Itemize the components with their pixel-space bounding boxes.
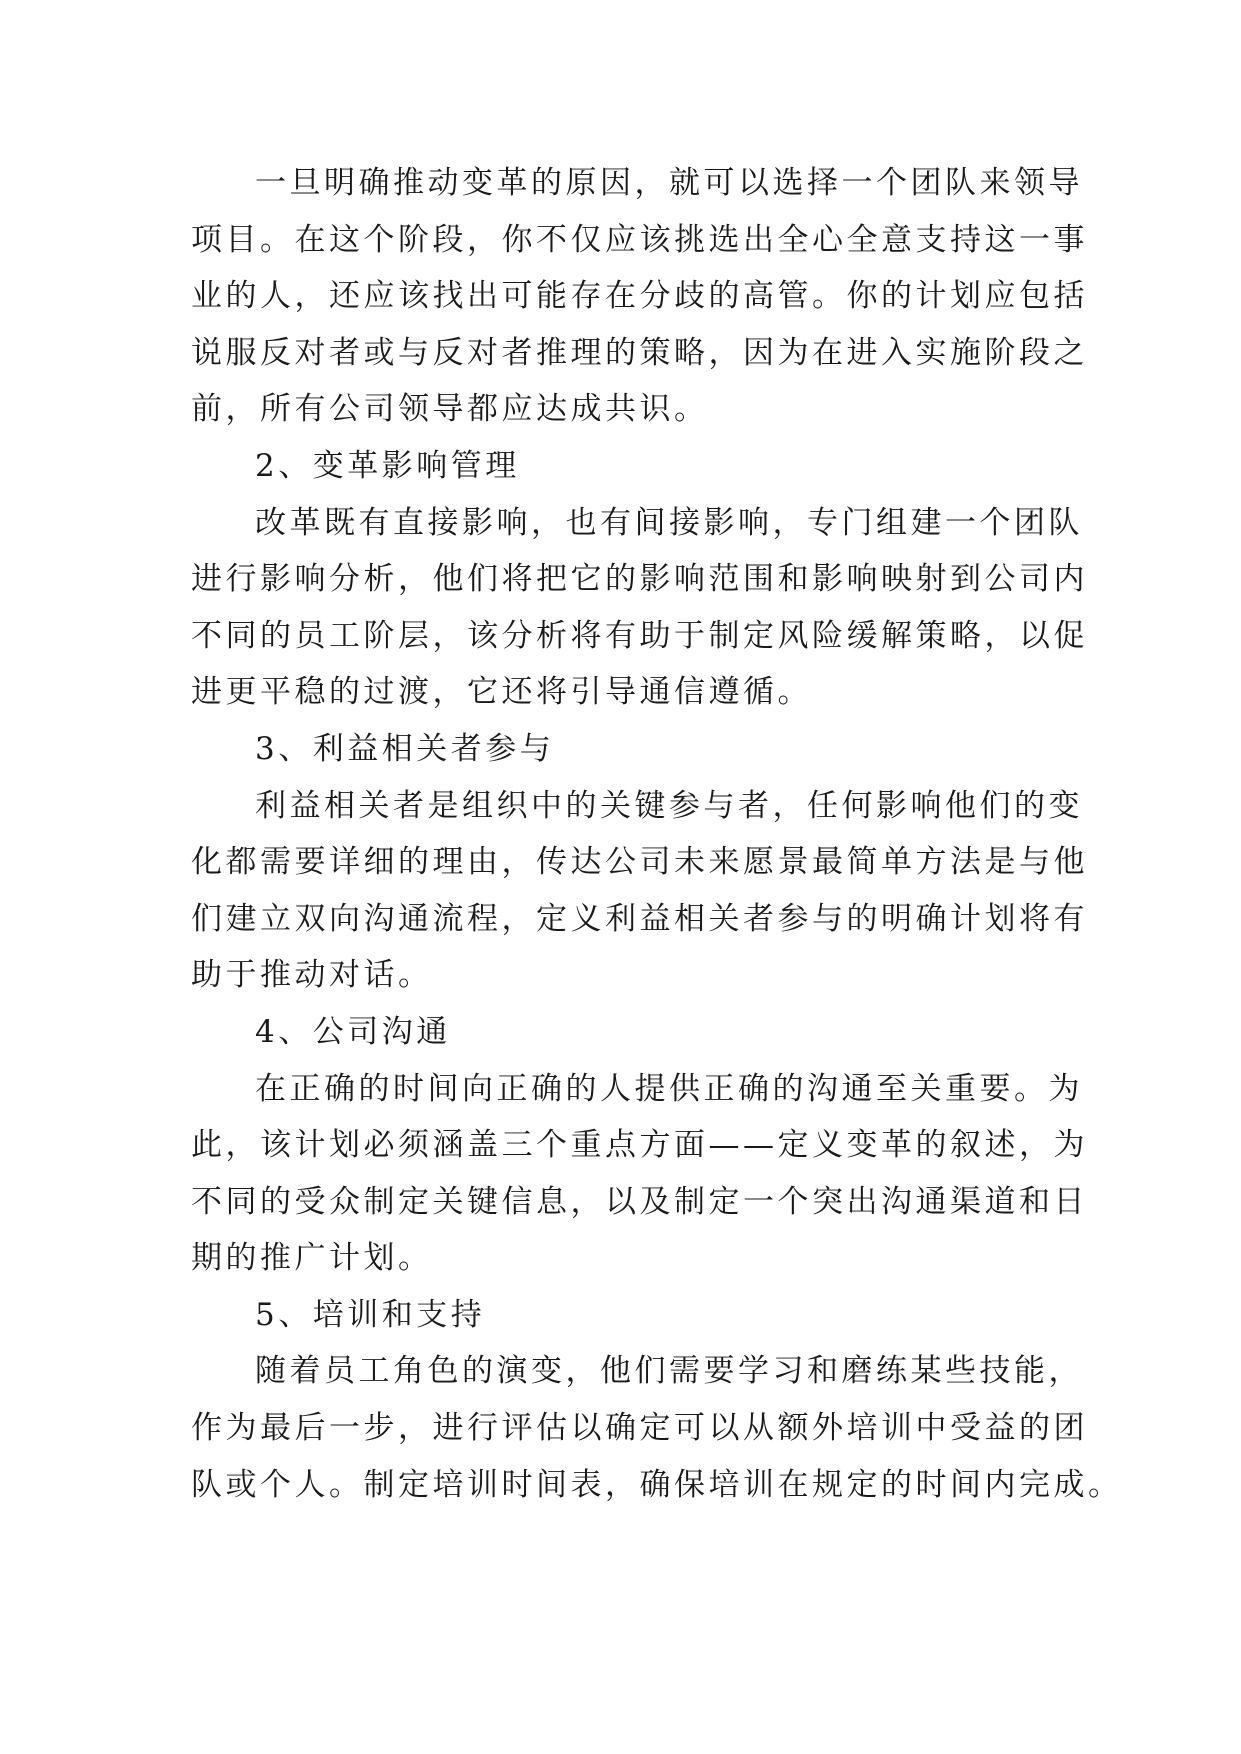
- paragraph-4-line-2: 此，该计划必须涵盖三个重点方面——定义变革的叙述，为: [191, 1127, 1088, 1164]
- paragraph-4-line-3: 不同的受众制定关键信息，以及制定一个突出沟通渠道和日: [191, 1183, 1088, 1220]
- paragraph-1-line-3: 业的人，还应该找出可能存在分歧的高管。你的计划应包括: [191, 278, 1088, 315]
- paragraph-5-line-3: 队或个人。制定培训时间表，确保培训在规定的时间内完成。: [191, 1466, 1123, 1503]
- paragraph-1-line-1: 一旦明确推动变革的原因，就可以选择一个团队来领导: [255, 165, 1083, 201]
- paragraph-3-line-1: 利益相关者是组织中的关键参与者，任何影响他们的变: [255, 787, 1083, 824]
- paragraph-2-line-4: 进更平稳的过渡，它还将引导通信遵循。: [191, 674, 812, 711]
- paragraph-5-line-2: 作为最后一步，进行评估以确定可以从额外培训中受益的团: [191, 1410, 1088, 1447]
- paragraph-4-line-1: 在正确的时间向正确的人提供正确的沟通至关重要。为: [255, 1070, 1083, 1107]
- paragraph-1-line-4: 说服反对者或与反对者推理的策略，因为在进入实施阶段之: [191, 334, 1088, 371]
- paragraph-2-line-1: 改革既有直接影响，也有间接影响，专门组建一个团队: [255, 504, 1083, 541]
- paragraph-1-line-2: 项目。在这个阶段，你不仅应该挑选出全心全意支持这一事: [191, 221, 1088, 258]
- paragraph-4-line-4: 期的推广计划。: [191, 1240, 433, 1277]
- paragraph-3-line-4: 助于推动对话。: [191, 957, 433, 994]
- paragraph-3-line-3: 们建立双向沟通流程，定义利益相关者参与的明确计划将有: [191, 900, 1088, 937]
- heading-training-and-support: 5、培训和支持: [255, 1296, 486, 1333]
- paragraph-5-line-1: 随着员工角色的演变，他们需要学习和磨练某些技能，: [255, 1353, 1083, 1390]
- paragraph-3-line-2: 化都需要详细的理由，传达公司未来愿景最简单方法是与他: [191, 844, 1088, 881]
- heading-company-communication: 4、公司沟通: [255, 1013, 451, 1050]
- paragraph-2-line-2: 进行影响分析，他们将把它的影响范围和影响映射到公司内: [191, 561, 1088, 598]
- paragraph-2-line-3: 不同的员工阶层，该分析将有助于制定风险缓解策略，以促: [191, 617, 1088, 654]
- paragraph-1-line-5: 前，所有公司领导都应达成共识。: [191, 391, 709, 428]
- heading-stakeholder-engagement: 3、利益相关者参与: [255, 730, 555, 767]
- document-body: [191, 155, 1123, 1513]
- heading-change-impact-management: 2、变革影响管理: [255, 447, 520, 484]
